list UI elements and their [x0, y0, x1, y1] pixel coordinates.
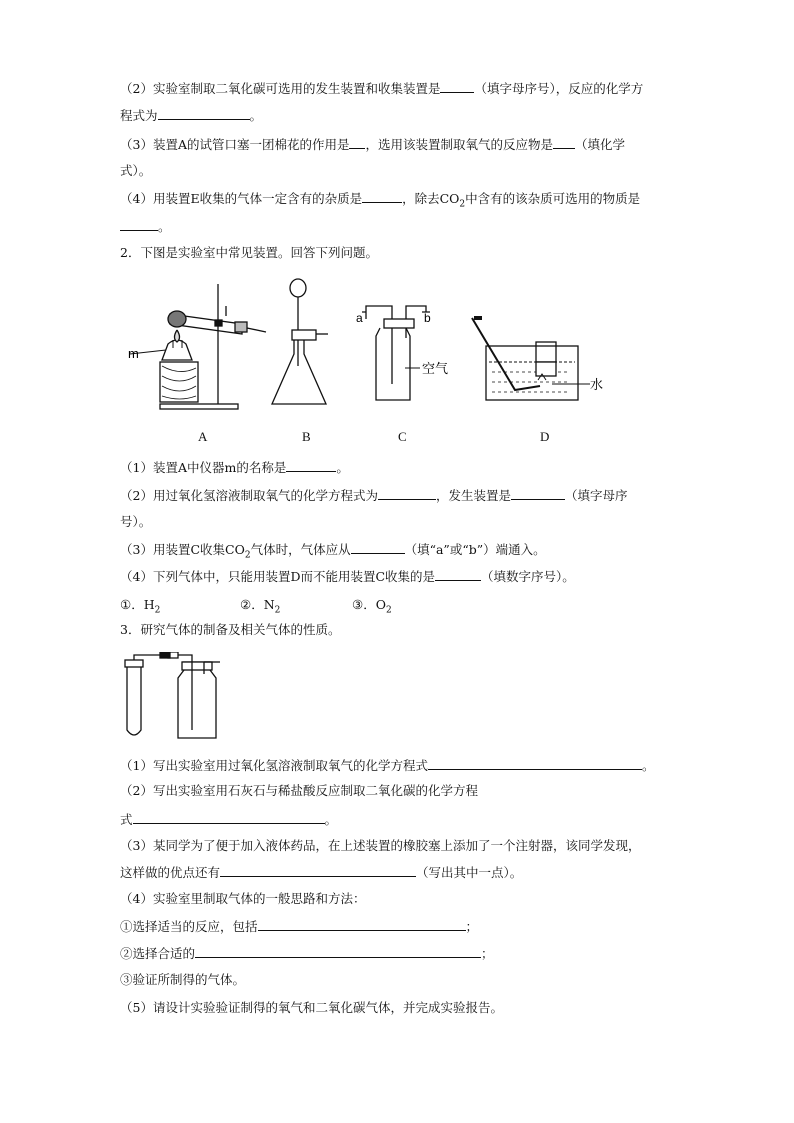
q1-p3-text-a: （3）装置A的试管口塞一团棉花的作用是: [120, 137, 350, 152]
q2-p4-text-b: （填数字序号）。: [481, 569, 575, 584]
q1-p4-text-a: （4）用装置E收集的气体一定含有的杂质是: [120, 191, 363, 206]
answer-blank[interactable]: [349, 136, 365, 149]
answer-blank[interactable]: [220, 864, 416, 877]
answer-blank[interactable]: [378, 487, 436, 500]
q3-p2-text-b: 式: [120, 812, 133, 827]
q3-p1-end: 。: [641, 758, 655, 773]
q3-stem: 3．研究气体的制备及相关气体的性质。: [120, 622, 341, 637]
q2-part2-line2: [120, 514, 151, 530]
gas-bottle: [178, 670, 216, 738]
q2-part2-line1: [120, 487, 628, 504]
answer-blank[interactable]: [511, 487, 565, 500]
answer-blank[interactable]: [258, 918, 466, 931]
q1-p2-text-c: 程式为: [120, 108, 158, 123]
option-subscript: 2: [274, 605, 281, 616]
test-tube: [127, 666, 141, 735]
stand-base: [160, 404, 238, 409]
co2-subscript: 2: [244, 550, 251, 561]
lab-apparatus-figure: [120, 276, 620, 416]
tube-bottle-figure: [120, 652, 230, 742]
option-subscript: 2: [154, 605, 161, 616]
apparatus-b: [272, 279, 328, 404]
co2-subscript: 2: [459, 199, 466, 210]
alcohol-lamp: [162, 340, 192, 360]
co2-formula: CO: [225, 542, 245, 557]
caption-c: C: [398, 429, 407, 444]
option-number: ②．: [240, 597, 264, 612]
label-m: m: [128, 346, 139, 361]
q3-part3-line2: [120, 864, 522, 881]
q2-p2-text-a: （2）用过氧化氢溶液制取氧气的化学方程式为: [120, 488, 378, 503]
q2-p2-text-d: 号）。: [120, 514, 152, 529]
answer-blank[interactable]: [428, 757, 642, 770]
option-number: ③．: [352, 597, 376, 612]
q3-p4-item1-end: ；: [465, 919, 479, 934]
q1-p3-text-d: 式）。: [120, 163, 152, 178]
q1-part4-line1: [120, 190, 640, 213]
q1-p2-text-a: （2）实验室制取二氧化碳可选用的发生装置和收集装置是: [120, 81, 441, 96]
answer-blank[interactable]: [158, 107, 250, 120]
answer-blank[interactable]: [133, 811, 325, 824]
apparatus-a: [130, 284, 266, 409]
q3-part4-item3: ③验证所制得的气体。: [120, 972, 246, 987]
q1-p4-text-b: ，除去: [402, 191, 440, 206]
q2-p3-text-a: （3）用装置C收集: [120, 542, 226, 557]
q3-part1: [120, 757, 654, 774]
q2-part1: [120, 459, 349, 476]
caption-b: B: [302, 429, 311, 444]
q1-part2-line1: [120, 80, 643, 97]
answer-blank[interactable]: [120, 218, 158, 231]
collection-bottle: [536, 342, 556, 362]
q1-p2-end: 。: [249, 108, 263, 123]
q3-part2-line1: [120, 783, 478, 799]
option-formula: H: [143, 597, 155, 612]
q3-p4-item1-text: ①选择适当的反应，包括: [120, 919, 258, 934]
answer-blank[interactable]: [286, 459, 336, 472]
q3-part4-heading: （4）实验室里制取气体的一般思路和方法：: [120, 891, 366, 906]
q3-p3-text-a: （3）某同学为了便于加入液体药品，在上述装置的橡胶塞上添加了一个注射器，该同学发现，: [120, 838, 641, 853]
option-2[interactable]: [240, 595, 280, 616]
q3-part2-line2: [120, 811, 337, 828]
q2-p1-text: （1）装置A中仪器m的名称是: [120, 460, 287, 475]
q1-p2-text-b: （填字母序号），反应的化学方: [474, 81, 644, 96]
q2-p2-text-c: （填字母序: [564, 488, 628, 503]
option-subscript: 2: [385, 605, 392, 616]
q3-p3-text-b: 这样做的优点还有: [120, 865, 221, 880]
label-a: a: [356, 311, 363, 325]
apparatus-d: [472, 318, 590, 400]
option-3[interactable]: [352, 595, 392, 616]
q1-p4-end: 。: [158, 219, 171, 234]
caption-a: A: [198, 429, 208, 444]
conical-flask: [272, 340, 326, 404]
q1-part3-line1: [120, 136, 625, 153]
option-formula: N: [263, 597, 275, 612]
q3-p2-text-a: （2）写出实验室用石灰石与稀盐酸反应制取二氧化碳的化学方程: [120, 783, 478, 798]
q3-part4-item2: [120, 945, 494, 962]
answer-blank[interactable]: [195, 945, 481, 958]
answer-blank[interactable]: [351, 541, 405, 554]
label-b: b: [424, 311, 431, 325]
q2-p3-text-b: 气体时，气体应从: [250, 542, 351, 557]
q3-part5: （5）请设计实验验证制得的氧气和二氧化碳气体，并完成实验报告。: [120, 1000, 503, 1015]
q3-p1-text: （1）写出实验室用过氧化氢溶液制取氧气的化学方程式: [120, 758, 428, 773]
q2-stem: 2．下图是实验室中常见装置。回答下列问题。: [120, 245, 378, 260]
option-1[interactable]: [120, 595, 160, 616]
answer-blank[interactable]: [553, 136, 575, 149]
q2-p3-text-c: （填“a”或“b”）端通入。: [404, 542, 546, 557]
q3-p2-end: 。: [324, 812, 338, 827]
funnel-bulb: [290, 279, 306, 297]
co2-formula: CO: [439, 191, 460, 206]
answer-blank[interactable]: [362, 190, 402, 203]
q1-p4-text-c: 中含有的该杂质可选用的物质是: [465, 191, 641, 206]
q1-p3-text-b: ，选用该装置制取氧气的反应物是: [365, 137, 553, 152]
option-formula: O: [375, 597, 386, 612]
q2-p2-text-b: ，发生装置是: [435, 488, 511, 503]
option-number: ①．: [120, 597, 144, 612]
label-water: 水: [590, 377, 604, 392]
answer-blank[interactable]: [440, 80, 474, 93]
q3-part3-line1: [120, 838, 640, 854]
apparatus-c: [362, 306, 430, 400]
caption-d: D: [540, 429, 550, 444]
q2-part4: [120, 568, 575, 585]
label-air: 空气: [422, 361, 449, 376]
cotton-plug: [168, 311, 186, 327]
q2-p4-text-a: （4）下列气体中，只能用装置D而不能用装置C收集的是: [120, 569, 436, 584]
q1-part3-line2: [120, 163, 151, 179]
q1-p3-text-c: （填化学: [575, 137, 626, 152]
q3-p4-item2-end: ；: [481, 946, 494, 961]
q1-part2-line2: [120, 107, 262, 124]
q2-part3: [120, 541, 546, 564]
q3-p4-item2-text: ②选择合适的: [120, 946, 196, 961]
q3-p3-text-c: （写出其中一点）。: [416, 865, 523, 880]
q1-part4-line2: [120, 218, 171, 235]
q3-part4-item1: [120, 918, 478, 935]
q2-p1-end: 。: [336, 460, 349, 475]
answer-blank[interactable]: [435, 568, 481, 581]
